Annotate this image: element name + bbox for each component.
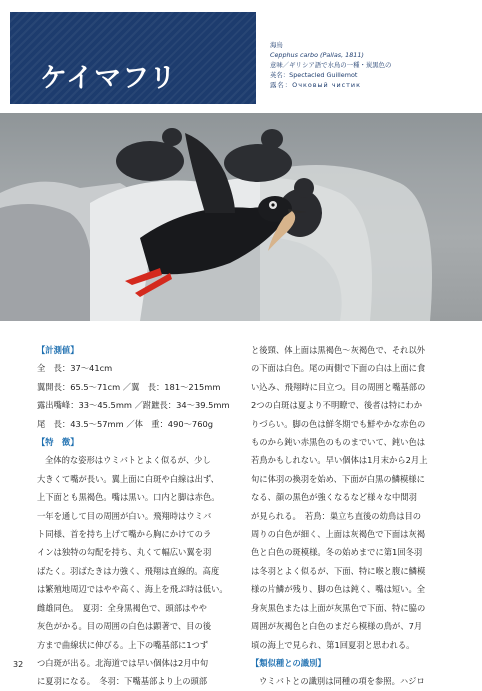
body-line: 全体的な姿形はウミバトとよく似るが、少し	[45, 455, 211, 466]
body-line: 一年を通して目の周囲が白い。飛翔時はウミバ	[37, 510, 212, 521]
left-column	[37, 341, 233, 691]
body-line: に夏羽になる。 冬羽：下嘴基部より上の頭部	[37, 676, 208, 687]
body-line: りづらい。脚の色は鮮冬期でも鮮やかな赤色の	[251, 418, 426, 429]
body-line: 周りの白色が細く、上面は灰褐色で下面は灰褐	[251, 529, 426, 540]
body-line: 灰色がかる。目の周囲の白色は顕著で、目の後	[37, 621, 212, 632]
scientific-name: Cepphus carbo (Pallas, 1811)	[270, 51, 364, 59]
body-line: の下面は白色。尾の両側で下面の白は上面に食	[251, 363, 426, 374]
body-line: ものから鈍い赤黒色のものまでいて、鈍い色は	[251, 437, 426, 448]
right-column	[251, 341, 451, 691]
measure-line: 全 長：37～41cm	[37, 363, 113, 374]
body-line: 2つの白斑は夏より不明瞭で、後者は特にわか	[251, 400, 423, 411]
title-box	[10, 12, 256, 104]
body-line: 若鳥かもしれない。早い個体は1月末から2月上	[251, 455, 428, 466]
body-line: 方まで曲線状に伸びる。上下の嘴基部に1つず	[37, 639, 209, 650]
body-line: 旬に体羽の換羽を始め、下面が白黒の鱗模様に	[251, 473, 425, 484]
bird-illustration	[0, 113, 482, 321]
body-line: ばたく。羽ばたきは力強く、飛翔は直線的。高度	[37, 565, 220, 576]
russian-name: 露名：Очковый чистик	[270, 81, 361, 89]
header	[0, 0, 482, 112]
measure-line: 翼開長：65.5～71cm ／翼 長：181～215mm	[37, 381, 221, 392]
body-line: つ白斑が出る。北海道では早い個体は2月中旬	[37, 657, 209, 668]
body-line: 身灰黒色または上面が灰黒色で下面、特に脇の	[251, 602, 426, 613]
body-line: は繁殖地周辺ではやや高く、海上を飛ぶ時は低い。	[37, 584, 228, 595]
measurements-heading: 【計測値】	[37, 345, 79, 355]
body-line: い込み、飛翔時に目立つ。目の周囲と嘴基部の	[251, 381, 426, 392]
page-number: 32	[13, 660, 24, 669]
body-line: インは独特の勾配を持ち、丸くて幅広い翼を羽	[37, 547, 212, 558]
body-line: なる、顔の黒色が強くなるなど様々な中間羽	[251, 492, 417, 503]
body-line: は冬羽とよく似るが、下面、特に喉と腹に鱗模	[251, 565, 426, 576]
english-name: 英名：Spectacled Guillemot	[270, 71, 358, 79]
body-line: と後頸、体上面は黒褐色～灰褐色で、それ以外	[251, 345, 426, 355]
body-line: 雌雄同色。 夏羽：全身黒褐色で、頭部はやや	[37, 602, 207, 613]
measure-line: 尾 長：43.5～57mm ／体 重：490～760g	[37, 418, 214, 429]
body-line: 様の片鱗が残り、脚の色は鈍く、嘴は短い。全	[251, 584, 426, 595]
body-line: 大きくて嘴が長い。翼上面に白斑や白線は出ず、	[37, 473, 219, 484]
features-heading: 【特 徴】	[37, 437, 79, 448]
body-line: 上下面とも黒褐色。嘴は黒い。口内と脚は赤色。	[37, 492, 220, 503]
species-meta	[270, 40, 475, 90]
similar-heading: 【類似種との識別】	[251, 657, 326, 668]
bird-photo	[0, 113, 482, 321]
species-title: ケイマフリ	[40, 63, 178, 94]
body-line: 色と白色の斑模様。冬の始めまでに第1回冬羽	[251, 547, 423, 558]
measure-line: 露出嘴峰：33～45.5mm ／跗蹠長：34～39.5mm	[37, 400, 230, 411]
classification-line: 意味／ギリシア語で水鳥の一種・炭黒色の	[270, 61, 392, 69]
body-line: 周囲が灰褐色と白色のまだら模様の鳥が、7月	[251, 621, 423, 632]
body-line: が見られる。 若鳥：巣立ち直後の幼鳥は目の	[251, 510, 422, 521]
body-line: 頃の海上で見られ、第1回夏羽と思われる。	[251, 639, 415, 650]
family-line: 海鳥	[270, 41, 283, 49]
body-line: ウミバトとの識別は同種の項を参照。ハジロ	[259, 676, 425, 687]
body-line: ト同様、首を持ち上げて嘴から胸にかけてのラ	[37, 529, 212, 540]
